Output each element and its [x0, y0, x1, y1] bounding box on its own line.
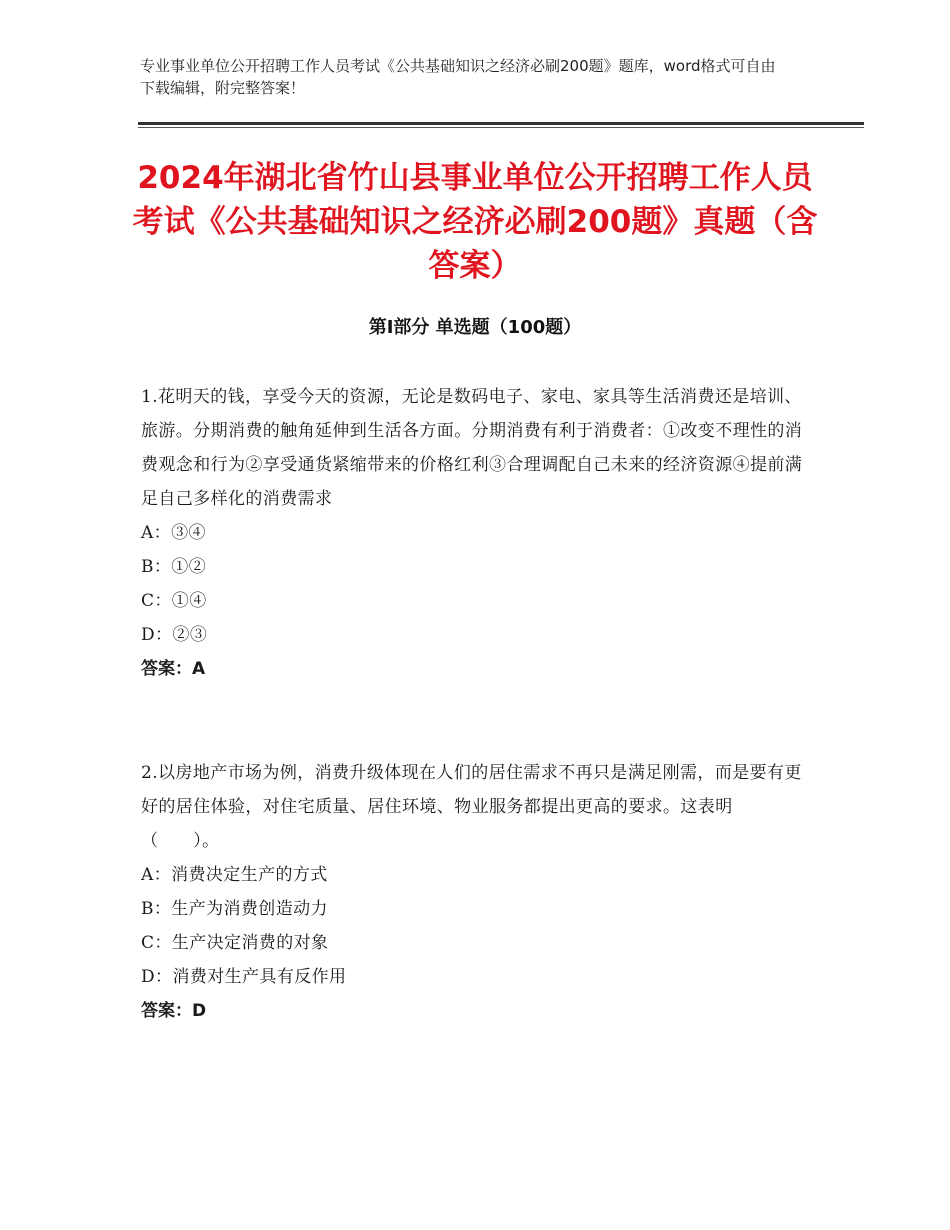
option-b: B：①② — [141, 557, 207, 577]
option-a: A：消费决定生产的方式 — [141, 865, 328, 885]
option-list — [141, 858, 807, 994]
question-stem: 1.花明天的钱，享受今天的资源，无论是数码电子、家电、家具等生活消费还是培训、旅游。分期消费的触角延伸到生活各方面。分期消费有利于消费者：①改变不理性的消费观念和行为②享受通货紧缩带来的价格红利③合理调配自己未来的经济资源④提前满足自己多样化的消费需求 — [141, 387, 803, 509]
option-a: A：③④ — [141, 523, 206, 543]
answer-label: 答案：D — [141, 1001, 207, 1021]
answer-label: 答案：A — [141, 659, 206, 679]
header-rule-thick — [138, 122, 864, 125]
question-2 — [141, 756, 807, 1028]
option-d: D：消费对生产具有反作用 — [141, 967, 347, 987]
option-c: C：①④ — [141, 591, 207, 611]
option-b: B：生产为消费创造动力 — [141, 899, 328, 919]
header-note: 专业事业单位公开招聘工作人员考试《公共基础知识之经济必刷200题》题库，word格式可自由下载编辑，附完整答案！ — [140, 57, 776, 97]
header-rule-thin — [138, 127, 864, 128]
option-d: D：②③ — [141, 625, 208, 645]
document-title: 2024年湖北省竹山县事业单位公开招聘工作人员考试《公共基础知识之经济必刷200题》真题（含答案） — [132, 160, 818, 284]
question-stem: 2.以房地产市场为例，消费升级体现在人们的居住需求不再只是满足刚需，而是要有更好的居住体验，对住宅质量、居住环境、物业服务都提出更高的要求。这表明（ ）。 — [141, 763, 802, 851]
option-list — [141, 516, 807, 652]
option-c: C：生产决定消费的对象 — [141, 933, 329, 953]
section-heading: 第Ⅰ部分 单选题（100题） — [368, 317, 582, 338]
question-1 — [141, 380, 807, 686]
